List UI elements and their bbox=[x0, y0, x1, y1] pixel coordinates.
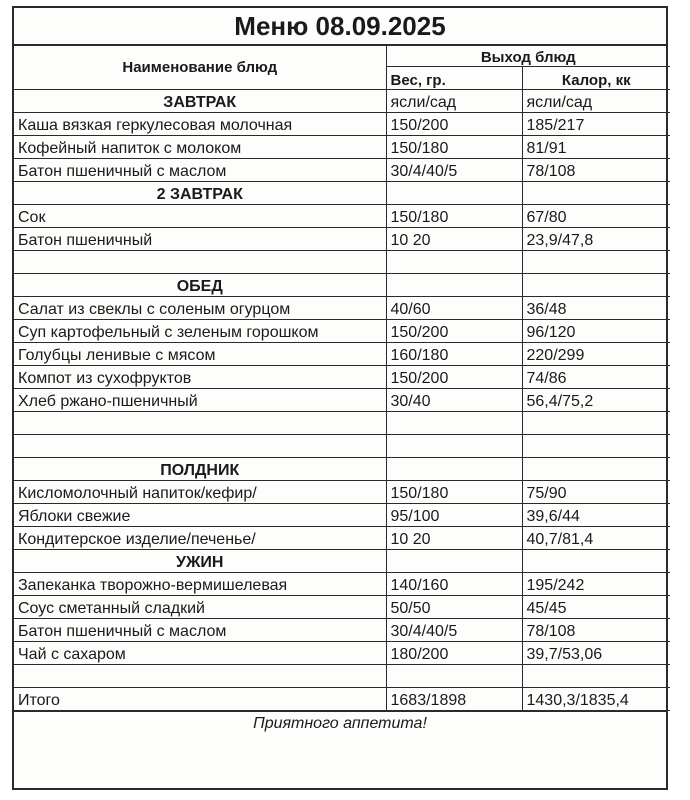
dish-weight: 30/40 bbox=[386, 389, 522, 412]
dish-calories bbox=[522, 550, 670, 573]
section-title: ПОЛДНИК bbox=[14, 458, 386, 481]
dish-name: Салат из свеклы с соленым огурцом bbox=[14, 297, 386, 320]
dish-name: Суп картофельный с зеленым горошком bbox=[14, 320, 386, 343]
section-row bbox=[14, 550, 670, 573]
dish-weight: 50/50 bbox=[386, 596, 522, 619]
menu-table bbox=[14, 46, 670, 711]
dish-name bbox=[14, 412, 386, 435]
dish-weight bbox=[386, 665, 522, 688]
dish-name: Кондитерское изделие/печенье/ bbox=[14, 527, 386, 550]
dish-name: Компот из сухофруктов bbox=[14, 366, 386, 389]
dish-calories: 78/108 bbox=[522, 159, 670, 182]
section-title: 2 ЗАВТРАК bbox=[14, 182, 386, 205]
table-row bbox=[14, 205, 670, 228]
dish-calories: 23,9/47,8 bbox=[522, 228, 670, 251]
dish-calories bbox=[522, 412, 670, 435]
dish-calories: 39,7/53,06 bbox=[522, 642, 670, 665]
dish-name: Чай с сахаром bbox=[14, 642, 386, 665]
dish-calories: 185/217 bbox=[522, 113, 670, 136]
dish-weight: 140/160 bbox=[386, 573, 522, 596]
dish-calories: 74/86 bbox=[522, 366, 670, 389]
dish-weight: 150/180 bbox=[386, 136, 522, 159]
dish-weight: 150/200 bbox=[386, 113, 522, 136]
dish-name: Сок bbox=[14, 205, 386, 228]
dish-weight: 150/200 bbox=[386, 366, 522, 389]
dish-calories: ясли/сад bbox=[522, 90, 670, 113]
dish-calories bbox=[522, 182, 670, 205]
footer-wish: Приятного аппетита! bbox=[14, 711, 666, 736]
table-row bbox=[14, 228, 670, 251]
dish-calories: 220/299 bbox=[522, 343, 670, 366]
table-row bbox=[14, 251, 670, 274]
dish-name: Итого bbox=[14, 688, 386, 711]
dish-weight: ясли/сад bbox=[386, 90, 522, 113]
table-row bbox=[14, 481, 670, 504]
table-row bbox=[14, 113, 670, 136]
dish-weight bbox=[386, 182, 522, 205]
dish-name bbox=[14, 251, 386, 274]
dish-weight: 10 20 bbox=[386, 527, 522, 550]
dish-name bbox=[14, 435, 386, 458]
header-name-column: Наименование блюд bbox=[14, 46, 386, 90]
dish-name: Каша вязкая геркулесовая молочная bbox=[14, 113, 386, 136]
section-row bbox=[14, 458, 670, 481]
dish-calories: 78/108 bbox=[522, 619, 670, 642]
dish-calories: 195/242 bbox=[522, 573, 670, 596]
table-row bbox=[14, 297, 670, 320]
table-row bbox=[14, 619, 670, 642]
table-row bbox=[14, 596, 670, 619]
table-row bbox=[14, 435, 670, 458]
dish-weight bbox=[386, 435, 522, 458]
section-title: ЗАВТРАК bbox=[14, 90, 386, 113]
dish-name bbox=[14, 665, 386, 688]
dish-calories: 1430,3/1835,4 bbox=[522, 688, 670, 711]
dish-weight: 180/200 bbox=[386, 642, 522, 665]
dish-name: Голубцы ленивые с мясом bbox=[14, 343, 386, 366]
dish-name: Батон пшеничный bbox=[14, 228, 386, 251]
table-row bbox=[14, 159, 670, 182]
section-row bbox=[14, 90, 670, 113]
dish-weight bbox=[386, 274, 522, 297]
table-row bbox=[14, 573, 670, 596]
menu-sheet bbox=[12, 6, 668, 790]
dish-calories bbox=[522, 274, 670, 297]
menu-title: Меню 08.09.2025 bbox=[14, 8, 666, 46]
dish-calories: 36/48 bbox=[522, 297, 670, 320]
section-row bbox=[14, 274, 670, 297]
dish-calories bbox=[522, 458, 670, 481]
table-row bbox=[14, 642, 670, 665]
section-title: ОБЕД bbox=[14, 274, 386, 297]
dish-calories bbox=[522, 251, 670, 274]
table-row bbox=[14, 343, 670, 366]
dish-weight: 40/60 bbox=[386, 297, 522, 320]
dish-name: Соус сметанный сладкий bbox=[14, 596, 386, 619]
dish-calories: 56,4/75,2 bbox=[522, 389, 670, 412]
section-title: УЖИН bbox=[14, 550, 386, 573]
menu-body bbox=[14, 90, 670, 711]
dish-calories bbox=[522, 435, 670, 458]
dish-name: Кисломолочный напиток/кефир/ bbox=[14, 481, 386, 504]
table-row bbox=[14, 389, 670, 412]
dish-calories bbox=[522, 665, 670, 688]
header-output-group: Выход блюд bbox=[386, 46, 670, 67]
dish-name: Яблоки свежие bbox=[14, 504, 386, 527]
dish-calories: 40,7/81,4 bbox=[522, 527, 670, 550]
dish-weight bbox=[386, 458, 522, 481]
dish-weight: 95/100 bbox=[386, 504, 522, 527]
dish-weight: 150/180 bbox=[386, 205, 522, 228]
dish-weight: 150/180 bbox=[386, 481, 522, 504]
dish-weight: 30/4/40/5 bbox=[386, 619, 522, 642]
dish-calories: 45/45 bbox=[522, 596, 670, 619]
dish-name: Батон пшеничный с маслом bbox=[14, 619, 386, 642]
dish-calories: 96/120 bbox=[522, 320, 670, 343]
table-row bbox=[14, 527, 670, 550]
dish-calories: 39,6/44 bbox=[522, 504, 670, 527]
dish-weight: 1683/1898 bbox=[386, 688, 522, 711]
table-row bbox=[14, 665, 670, 688]
dish-name: Запеканка творожно-вермишелевая bbox=[14, 573, 386, 596]
dish-weight bbox=[386, 412, 522, 435]
dish-calories: 67/80 bbox=[522, 205, 670, 228]
table-row bbox=[14, 412, 670, 435]
dish-name: Кофейный напиток с молоком bbox=[14, 136, 386, 159]
dish-weight: 150/200 bbox=[386, 320, 522, 343]
dish-weight: 10 20 bbox=[386, 228, 522, 251]
dish-name: Хлеб ржано-пшеничный bbox=[14, 389, 386, 412]
dish-weight bbox=[386, 550, 522, 573]
table-row bbox=[14, 366, 670, 389]
header-calories-column: Калор, кк bbox=[522, 67, 670, 90]
table-row bbox=[14, 504, 670, 527]
table-row bbox=[14, 688, 670, 711]
dish-calories: 75/90 bbox=[522, 481, 670, 504]
dish-name: Батон пшеничный с маслом bbox=[14, 159, 386, 182]
dish-weight: 160/180 bbox=[386, 343, 522, 366]
dish-weight: 30/4/40/5 bbox=[386, 159, 522, 182]
header-weight-column: Вес, гр. bbox=[386, 67, 522, 90]
dish-calories: 81/91 bbox=[522, 136, 670, 159]
section-row bbox=[14, 182, 670, 205]
table-row bbox=[14, 320, 670, 343]
table-row bbox=[14, 136, 670, 159]
dish-weight bbox=[386, 251, 522, 274]
